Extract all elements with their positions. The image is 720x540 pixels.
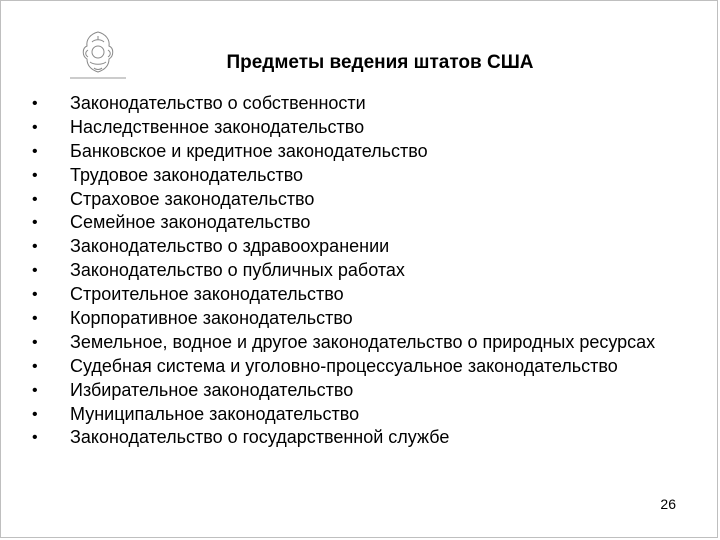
bullet-dot-icon: • [32,95,38,112]
list-item [30,261,670,280]
list-item [30,285,670,304]
list-item-text: Семейное законодательство [70,212,311,233]
bullet-dot-icon: • [32,286,38,304]
bullet-dot-icon: • [32,262,38,280]
list-item-text: Судебная система и уголовно-процессуальное законодательство [70,355,618,376]
list-item-text: Банковское и кредитное законодательство [70,140,428,161]
bullet-dot-icon: • [32,333,38,351]
list-item-text: Строительное законодательство [70,284,344,305]
list-item-text: Законодательство о собственности [70,93,366,113]
list-item [30,357,670,376]
bullet-dot-icon: • [32,405,38,423]
list-item [30,333,670,352]
slide-title: Предметы ведения штатов США [226,52,534,73]
list-item [30,213,670,232]
list-item-text: Муниципальное законодательство [70,403,360,424]
list-item-text: Наследственное законодательство [70,116,365,137]
list-item-text: Законодательство о государственной службе [70,427,450,448]
list-item-text: Законодательство о публичных работах [70,260,405,281]
bullet-dot-icon: • [32,357,38,375]
bullet-dot-icon: • [32,381,38,399]
bullet-list [30,94,670,452]
list-item [30,237,670,256]
list-item [30,142,670,161]
list-item [30,309,670,328]
list-item-text: Избирательное законодательство [70,379,354,400]
list-item [30,94,670,113]
list-item-text: Страховое законодательство [70,188,315,209]
list-item-text: Трудовое законодательство [70,164,304,185]
list-item-text: Земельное, водное и другое законодательство о природных ресурсах [70,331,656,352]
bullet-dot-icon: • [32,118,38,136]
list-item [30,381,670,400]
bullet-dot-icon: • [32,310,38,328]
list-item [30,166,670,185]
bullet-dot-icon: • [32,142,38,160]
bullet-dot-icon: • [32,214,38,232]
bullet-dot-icon: • [32,238,38,256]
list-item-text: Законодательство о здравоохранении [70,236,390,257]
list-item-text: Корпоративное законодательство [70,308,353,329]
university-crest-logo-icon [68,28,128,82]
list-item [30,190,670,209]
bullet-dot-icon: • [32,190,38,208]
bullet-dot-icon: • [32,166,38,184]
list-item [30,118,670,137]
list-item [30,405,670,424]
page-number: 26 [660,496,676,512]
bullet-dot-icon: • [32,429,38,447]
list-item [30,428,670,447]
